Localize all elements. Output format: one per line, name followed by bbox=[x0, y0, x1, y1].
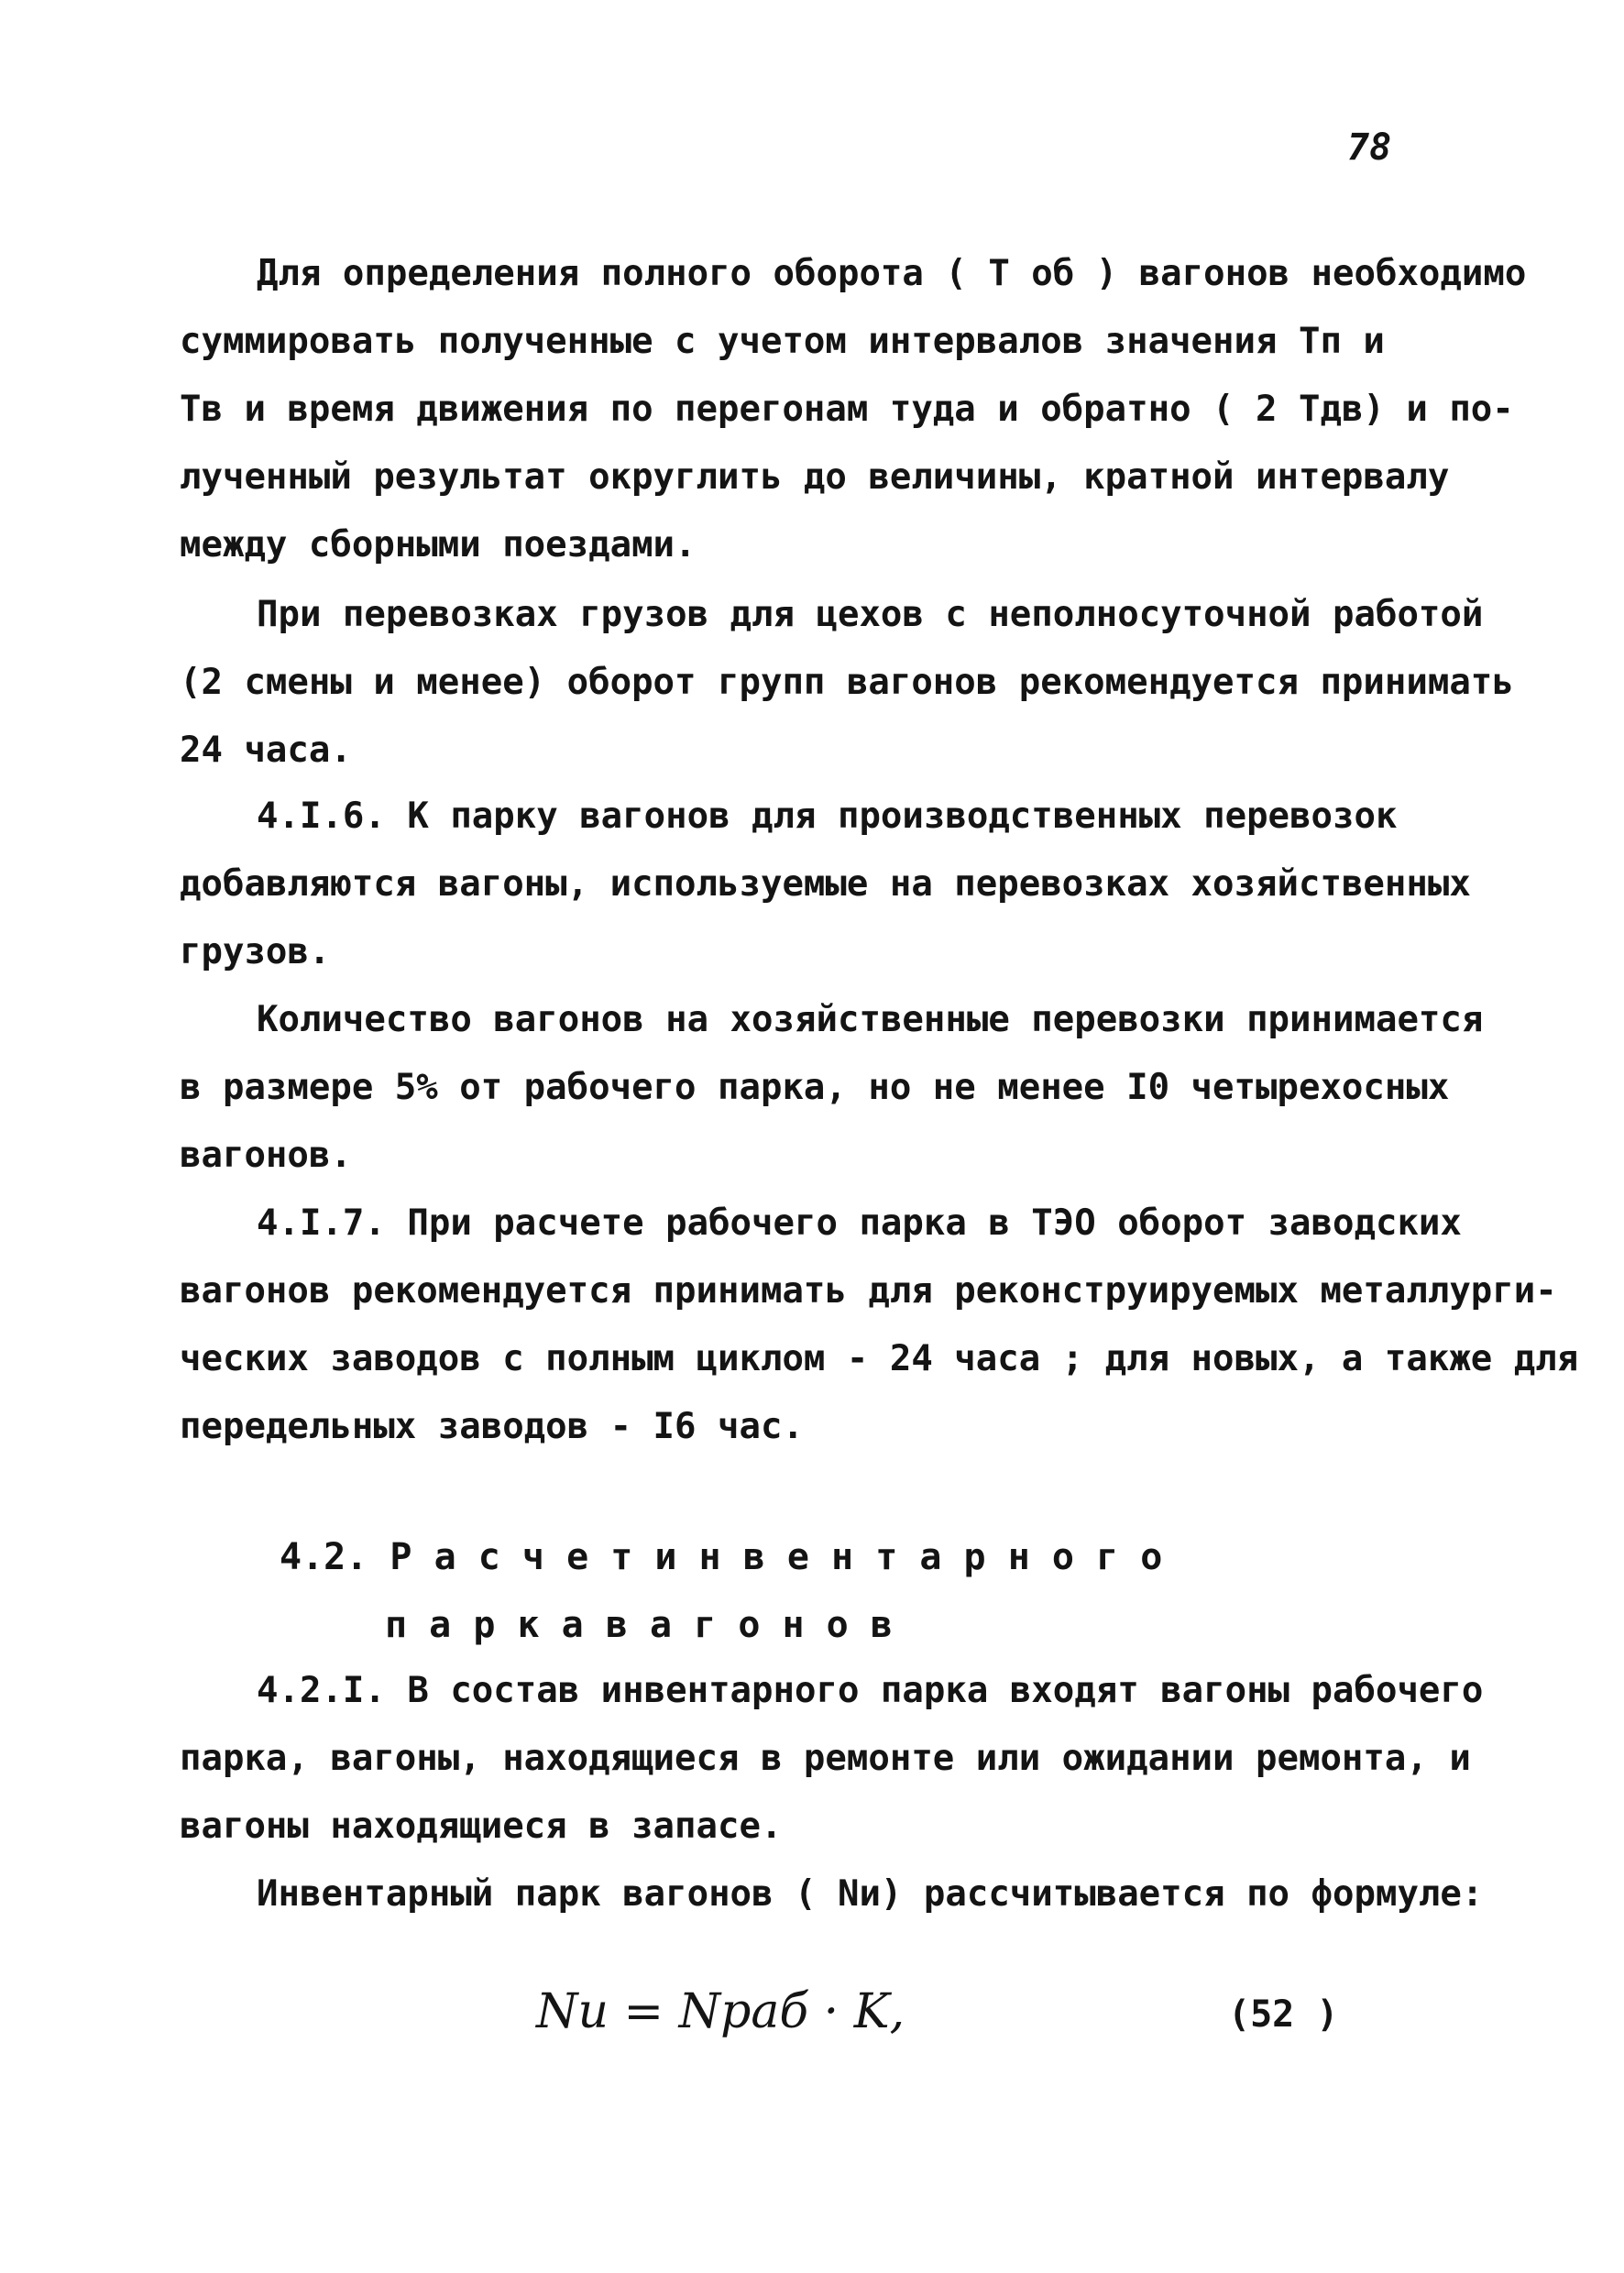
text-line: При перевозках грузов для цехов с неполносуточной работой bbox=[257, 594, 1484, 635]
formula: Nи = Nраб · K, bbox=[536, 1984, 905, 2039]
text-line: грузов. bbox=[180, 931, 331, 972]
text-line: 4.I.6. К парку вагонов для производственных перевозок bbox=[257, 796, 1398, 837]
text-line: между сборными поездами. bbox=[180, 524, 697, 566]
text-line: лученный результат округлить до величины, кратной интервалу bbox=[180, 456, 1450, 498]
text-line: передельных заводов - I6 час. bbox=[180, 1406, 804, 1447]
page-number: 78 bbox=[1347, 126, 1392, 169]
text-line: вагонов рекомендуется принимать для реконструируемых металлурги- bbox=[180, 1270, 1557, 1312]
text-line: 24 часа. bbox=[180, 730, 352, 771]
text-line: Инвентарный парк вагонов ( Nи) рассчитывается по формуле: bbox=[257, 1873, 1484, 1915]
section-heading: 4.2. Р а с ч е т и н в е н т а р н о г о bbox=[280, 1536, 1163, 1578]
text-line: добавляются вагоны, используемые на перевозках хозяйственных bbox=[180, 863, 1471, 905]
text-line: в размере 5% от рабочего парка, но не менее I0 четырехосных bbox=[180, 1067, 1450, 1108]
text-line: парка, вагоны, находящиеся в ремонте или ожидании ремонта, и bbox=[180, 1738, 1471, 1779]
text-line: 4.I.7. При расчете рабочего парка в ТЭО оборот заводских bbox=[257, 1202, 1462, 1244]
text-line: вагоны находящиеся в запасе. bbox=[180, 1806, 783, 1847]
formula-number: (52 ) bbox=[1228, 1993, 1339, 2036]
text-line: 4.2.I. В состав инвентарного парка входят вагоны рабочего bbox=[257, 1670, 1484, 1711]
text-line: суммировать полученные с учетом интервалов значения Тп и bbox=[180, 321, 1385, 362]
text-line: Для определения полного оборота ( Т об ) вагонов необходимо bbox=[257, 253, 1527, 294]
text-line: ческих заводов с полным циклом - 24 часа ; для новых, а также для bbox=[180, 1338, 1579, 1379]
text-line: вагонов. bbox=[180, 1135, 352, 1176]
text-line: Тв и время движения по перегонам туда и обратно ( 2 Тдв) и по- bbox=[180, 389, 1514, 430]
text-line: Количество вагонов на хозяйственные перевозки принимается bbox=[257, 999, 1484, 1040]
text-line: (2 смены и менее) оборот групп вагонов рекомендуется принимать bbox=[180, 662, 1514, 703]
section-heading-continued: п а р к а в а г о н о в bbox=[385, 1604, 893, 1646]
